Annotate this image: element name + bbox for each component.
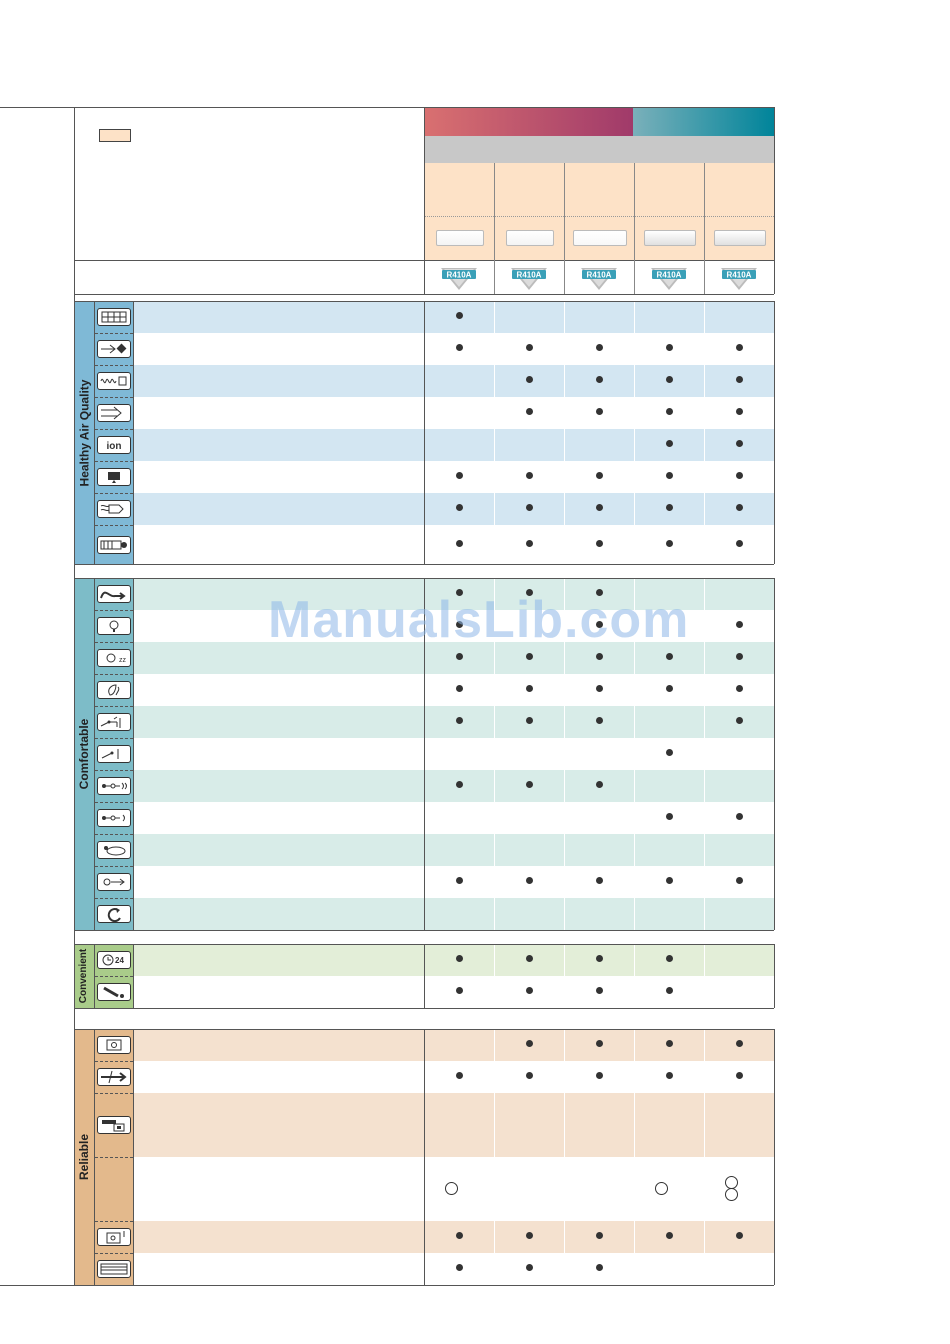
feature-dot bbox=[456, 717, 463, 724]
header-band-right bbox=[633, 108, 774, 136]
table-row bbox=[133, 976, 774, 1008]
feature-dot bbox=[736, 685, 743, 692]
feature-dot bbox=[666, 1232, 673, 1239]
table-row bbox=[133, 1093, 774, 1157]
feature-dot bbox=[596, 1040, 603, 1047]
table-row bbox=[133, 944, 774, 976]
svg-text:R410A: R410A bbox=[726, 270, 752, 280]
table-row bbox=[133, 1029, 774, 1061]
feature-dot bbox=[666, 813, 673, 820]
feature-dot bbox=[526, 540, 533, 547]
feature-dot bbox=[666, 749, 673, 756]
svg-text:zz: zz bbox=[119, 657, 126, 664]
feature-dot bbox=[736, 653, 743, 660]
r410a-logo-icon bbox=[439, 265, 479, 291]
table-row bbox=[133, 802, 774, 834]
unit-image bbox=[714, 230, 766, 246]
feature-dot bbox=[596, 472, 603, 479]
table-row bbox=[133, 525, 774, 564]
feature-dot bbox=[666, 1040, 673, 1047]
feature-dot bbox=[596, 877, 603, 884]
feature-dot bbox=[666, 685, 673, 692]
feature-dot bbox=[596, 504, 603, 511]
table-row bbox=[133, 461, 774, 493]
table-row bbox=[133, 738, 774, 770]
fan-speed-2-icon bbox=[97, 809, 131, 827]
feature-dot bbox=[526, 955, 533, 962]
feature-dot bbox=[736, 540, 743, 547]
arrow-swing-4-icon bbox=[97, 713, 131, 731]
feature-dot bbox=[596, 717, 603, 724]
bottom-left-rule bbox=[0, 1285, 74, 1286]
unit-image bbox=[644, 230, 696, 246]
feature-dot bbox=[666, 1072, 673, 1079]
timer-24-icon bbox=[97, 951, 131, 969]
table-row bbox=[133, 770, 774, 802]
table-row bbox=[133, 674, 774, 706]
feature-dot bbox=[596, 685, 603, 692]
arrow-swing-2-icon bbox=[97, 745, 131, 763]
rotate-icon bbox=[97, 905, 131, 923]
feature-dot bbox=[456, 781, 463, 788]
feature-dot bbox=[596, 540, 603, 547]
monitor-small-icon bbox=[97, 1228, 131, 1246]
feature-dot bbox=[666, 504, 673, 511]
feature-dot bbox=[666, 440, 673, 447]
table-row bbox=[133, 493, 774, 525]
caution-icon bbox=[725, 1188, 738, 1201]
svg-text:R410A: R410A bbox=[586, 270, 612, 280]
feature-dot bbox=[456, 1232, 463, 1239]
airflow-diamond-icon bbox=[97, 340, 131, 358]
feature-dot bbox=[736, 440, 743, 447]
filter-grid-icon bbox=[97, 308, 131, 326]
top-left-rule bbox=[0, 107, 74, 108]
section-label: Reliable bbox=[77, 1133, 91, 1181]
feature-dot bbox=[596, 955, 603, 962]
feature-dot bbox=[526, 781, 533, 788]
feature-dot bbox=[526, 653, 533, 660]
feature-dot bbox=[526, 1232, 533, 1239]
remote-icon bbox=[97, 983, 131, 1001]
feature-dot bbox=[666, 408, 673, 415]
feature-dot bbox=[456, 472, 463, 479]
feature-dot bbox=[526, 344, 533, 351]
svg-text:R410A: R410A bbox=[516, 270, 542, 280]
legend-swatch bbox=[99, 129, 131, 142]
monitor-icon bbox=[97, 1036, 131, 1054]
table-row bbox=[133, 429, 774, 461]
table-row bbox=[133, 301, 774, 333]
feature-dot bbox=[526, 717, 533, 724]
drawer-icon bbox=[97, 1260, 131, 1278]
feature-dot bbox=[456, 312, 463, 319]
feature-dot bbox=[596, 781, 603, 788]
curve-arrow-icon bbox=[97, 585, 131, 603]
svg-text:ion: ion bbox=[106, 441, 122, 452]
feature-dot bbox=[456, 504, 463, 511]
feature-dot bbox=[456, 653, 463, 660]
ion-icon bbox=[97, 436, 131, 454]
spring-filter-icon bbox=[97, 372, 131, 390]
feature-dot bbox=[666, 344, 673, 351]
sun-cycle-icon bbox=[97, 841, 131, 859]
multi-layer-filter-icon bbox=[97, 536, 131, 554]
caution-icon bbox=[655, 1182, 668, 1195]
feature-dot bbox=[666, 376, 673, 383]
feature-dot bbox=[526, 1264, 533, 1271]
feature-dot bbox=[526, 376, 533, 383]
feature-dot bbox=[456, 344, 463, 351]
feature-dot bbox=[736, 1072, 743, 1079]
feature-dot bbox=[596, 1232, 603, 1239]
table-row bbox=[133, 834, 774, 866]
feature-dot bbox=[736, 1232, 743, 1239]
table-row bbox=[133, 397, 774, 429]
plug-box-icon bbox=[97, 1116, 131, 1134]
fan-speed-3-icon bbox=[97, 777, 131, 795]
section-label: Healthy Air Quality bbox=[77, 379, 91, 486]
leaf-icon bbox=[97, 681, 131, 699]
feature-dot bbox=[596, 344, 603, 351]
feature-dot bbox=[526, 408, 533, 415]
feature-dot bbox=[526, 1072, 533, 1079]
r410a-logo-icon bbox=[509, 265, 549, 291]
feature-dot bbox=[526, 685, 533, 692]
svg-text:R410A: R410A bbox=[656, 270, 682, 280]
watermark: ManualsLib.com bbox=[268, 591, 690, 649]
table-row bbox=[133, 866, 774, 898]
unit-image bbox=[506, 230, 554, 246]
svg-text:24: 24 bbox=[115, 956, 124, 965]
feature-dot bbox=[666, 987, 673, 994]
feature-dot bbox=[526, 987, 533, 994]
feature-dot bbox=[596, 408, 603, 415]
feature-dot bbox=[596, 1264, 603, 1271]
feature-dot bbox=[456, 540, 463, 547]
feature-dot bbox=[666, 955, 673, 962]
table-row bbox=[133, 1253, 774, 1285]
feature-dot bbox=[526, 472, 533, 479]
header-grey-band bbox=[425, 136, 774, 163]
header-band-left bbox=[425, 108, 633, 136]
feature-dot bbox=[736, 1040, 743, 1047]
feature-dot bbox=[596, 987, 603, 994]
bulb-icon bbox=[97, 617, 131, 635]
feature-dot bbox=[736, 621, 743, 628]
table-row bbox=[133, 1221, 774, 1253]
feature-dot bbox=[736, 408, 743, 415]
feature-dot bbox=[456, 877, 463, 884]
feature-dot bbox=[666, 653, 673, 660]
r410a-logo-icon bbox=[649, 265, 689, 291]
svg-text:R410A: R410A bbox=[446, 270, 472, 280]
drop-icon bbox=[97, 468, 131, 486]
table-row bbox=[133, 898, 774, 930]
feature-dot bbox=[666, 540, 673, 547]
feature-dot bbox=[526, 1040, 533, 1047]
feature-dot bbox=[666, 877, 673, 884]
arrow-airflow-icon bbox=[97, 404, 131, 422]
feature-dot bbox=[456, 955, 463, 962]
table-row bbox=[133, 333, 774, 365]
feature-dot bbox=[526, 877, 533, 884]
table-row bbox=[133, 706, 774, 738]
sleep-icon bbox=[97, 649, 131, 667]
wave-airflow-icon bbox=[97, 500, 131, 518]
caution-icon bbox=[445, 1182, 458, 1195]
r410a-logo-icon bbox=[719, 265, 759, 291]
feature-dot bbox=[736, 877, 743, 884]
section-label: Comfortable bbox=[77, 718, 91, 790]
feature-dot bbox=[736, 813, 743, 820]
feature-dot bbox=[736, 344, 743, 351]
feature-dot bbox=[736, 472, 743, 479]
table-row bbox=[133, 1061, 774, 1093]
feature-dot bbox=[596, 1072, 603, 1079]
feature-dot bbox=[456, 1264, 463, 1271]
arrow-through-icon bbox=[97, 1068, 131, 1086]
feature-dot bbox=[456, 685, 463, 692]
feature-dot bbox=[596, 376, 603, 383]
feature-dot bbox=[456, 987, 463, 994]
unit-image bbox=[573, 230, 627, 246]
feature-dot bbox=[596, 653, 603, 660]
r410a-logo-icon bbox=[579, 265, 619, 291]
feature-dot bbox=[526, 504, 533, 511]
section-label: Convenient bbox=[78, 948, 89, 1004]
feature-dot bbox=[736, 376, 743, 383]
feature-dot bbox=[456, 1072, 463, 1079]
feature-dot bbox=[666, 472, 673, 479]
sun-fast-icon bbox=[97, 873, 131, 891]
feature-dot bbox=[736, 504, 743, 511]
table-row bbox=[133, 365, 774, 397]
feature-dot bbox=[736, 717, 743, 724]
unit-image bbox=[436, 230, 484, 246]
